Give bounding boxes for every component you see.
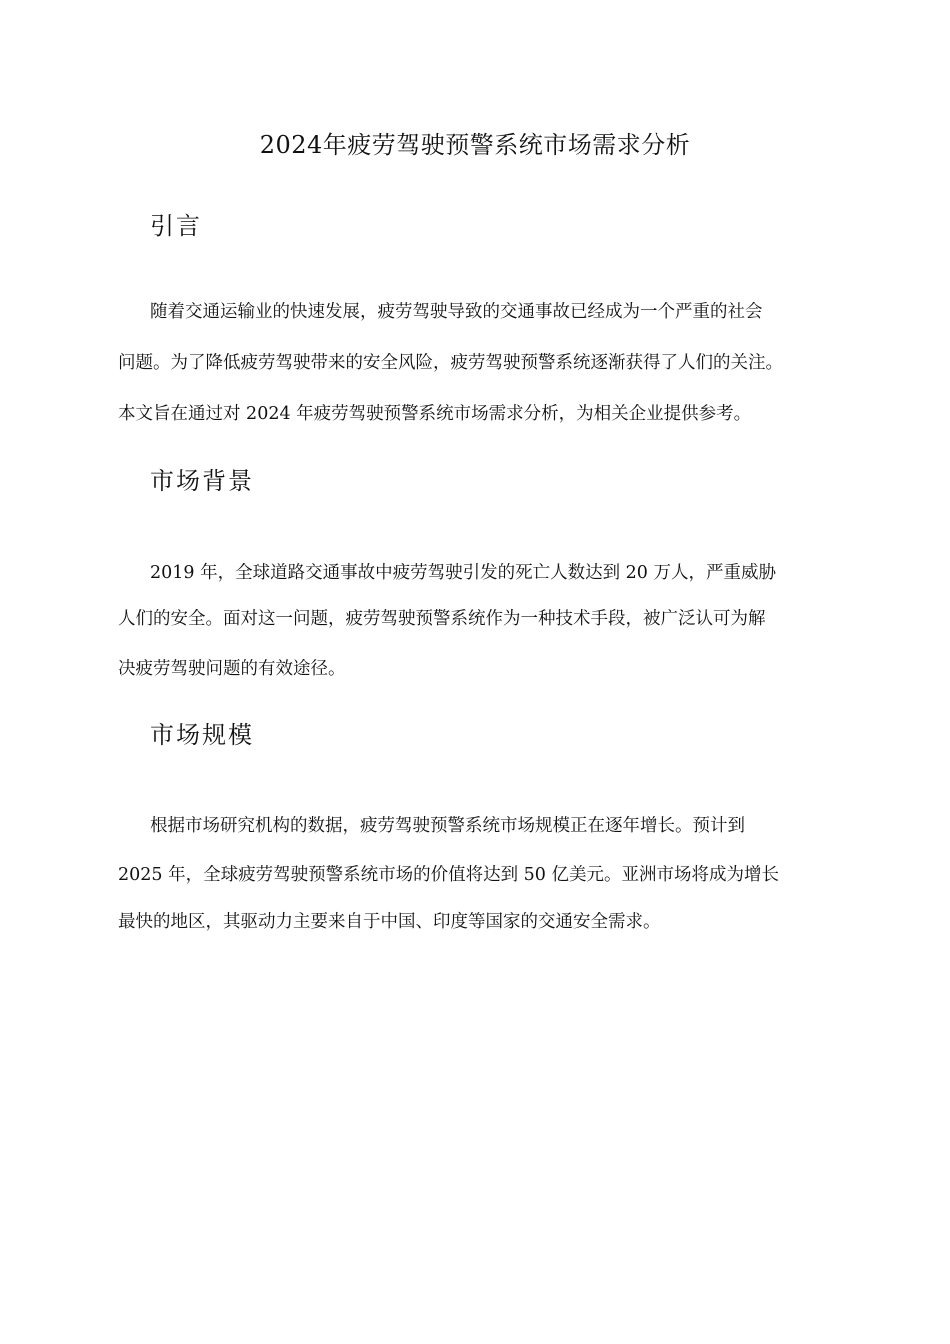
paragraph-line: 问题。为了降低疲劳驾驶带来的安全风险，疲劳驾驶预警系统逐渐获得了人们的关注。 xyxy=(118,353,783,373)
section-heading-intro: 引言 xyxy=(150,212,202,240)
paragraph-line: 根据市场研究机构的数据，疲劳驾驶预警系统市场规模正在逐年增长。预计到 xyxy=(150,816,745,836)
paragraph-line: 2019 年，全球道路交通事故中疲劳驾驶引发的死亡人数达到 20 万人，严重威胁 xyxy=(150,563,776,583)
paragraph-line: 决疲劳驾驶问题的有效途径。 xyxy=(118,659,346,679)
paragraph-line: 2025 年，全球疲劳驾驶预警系统市场的价值将达到 50 亿美元。亚洲市场将成为增长 xyxy=(118,865,779,885)
section-heading-market-background: 市场背景 xyxy=(150,467,254,495)
paragraph-line: 随着交通运输业的快速发展，疲劳驾驶导致的交通事故已经成为一个严重的社会 xyxy=(150,302,763,322)
document-title: 2024年疲劳驾驶预警系统市场需求分析 xyxy=(259,131,691,159)
paragraph-line: 人们的安全。面对这一问题，疲劳驾驶预警系统作为一种技术手段，被广泛认可为解 xyxy=(118,609,766,629)
paragraph-line: 本文旨在通过对 2024 年疲劳驾驶预警系统市场需求分析，为相关企业提供参考。 xyxy=(118,404,752,424)
paragraph-line: 最快的地区，其驱动力主要来自于中国、印度等国家的交通安全需求。 xyxy=(118,912,661,932)
section-heading-market-scale: 市场规模 xyxy=(150,721,254,749)
